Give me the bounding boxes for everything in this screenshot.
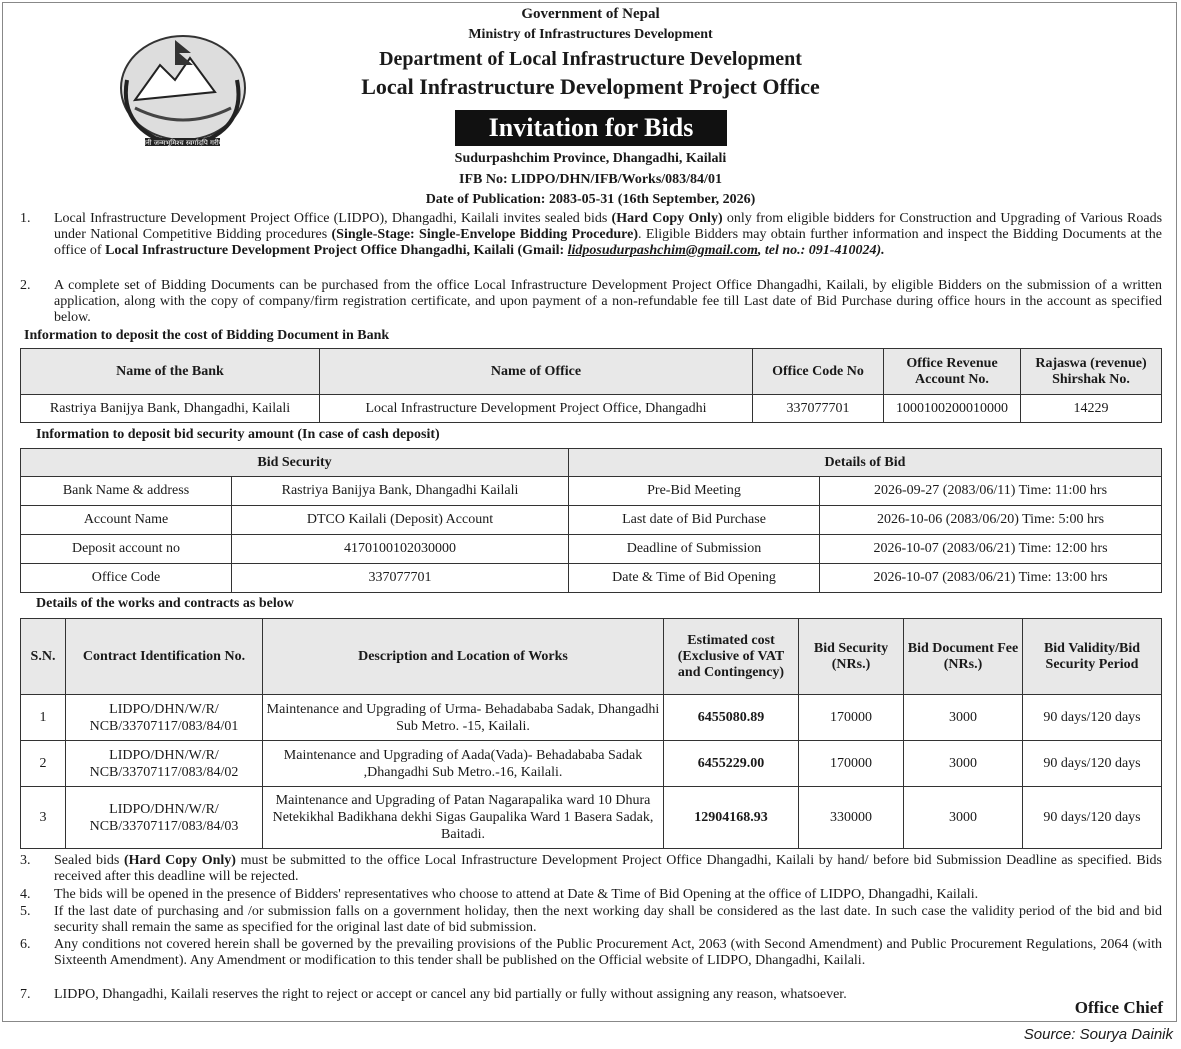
location-line: Sudurpashchim Province, Dhangadhi, Kailali xyxy=(454,151,727,166)
table-row: 2 LIDPO/DHN/W/R/ NCB/33707117/083/84/02 Maintenance and Upgrading of Aada(Vada)- Behadababa Sadak ,Dhangadhi Sub Metro.-16, Kailali. 6455229.00 170000 3000 90 days/120 days xyxy=(21,741,1162,787)
table-row: 3 LIDPO/DHN/W/R/ NCB/33707117/083/84/03 Maintenance and Upgrading of Patan Nagarapalika ward 10 Dhura Netekikhal Badikhana dekhi Sigas Gaupalika Ward 1 Basera Sadak, Baitadi. 12904168.93 330000 3000 90 days/120 days xyxy=(21,787,1162,849)
table-row: 1 LIDPO/DHN/W/R/ NCB/33707117/083/84/01 Maintenance and Upgrading of Urma- Behadababa Sadak, Dhangadhi Sub Metro. -15, Kailali. 6455080.89 170000 3000 90 days/120 days xyxy=(21,695,1162,741)
svg-text:जननी जन्मभूमिश्च स्वर्गादपि गर: जननी जन्मभूमिश्च स्वर्गादपि गरीयसी xyxy=(136,139,230,147)
bid-security-heading: Information to deposit bid security amount (In case of cash deposit) xyxy=(36,427,440,442)
clause-4: 4. The bids will be opened in the presence of Bidders' representatives who choose to attend at Date & Time of Bid Opening at the office of LIDPO, Dhangadhi, Kailali. xyxy=(20,887,979,902)
department-title: Department of Local Infrastructure Development xyxy=(379,48,802,70)
bid-security-table: Bid Security Details of Bid Bank Name & address Rastriya Banijya Bank, Dhangadhi Kailali Pre-Bid Meeting 2026-09-27 (2083/06/11) Time: 11:00 hrs Account Name DTCO Kailali (Deposit) Account Last date of Bid Purchase 2026-10-06 (2083/06/20) Time: 5:00 hrs Deposit account no 4170100102030000 Deadline of Submission 2026-10-07 (2083/06/21) Time: 12:00 hrs Office Code 337077701 Date & Time of Bid Opening 2026-10-07 (2083/06/21) Time: 13:00 hrs xyxy=(20,448,1162,593)
page-title: Invitation for Bids xyxy=(455,110,727,146)
clause-7: 7. LIDPO, Dhangadhi, Kailali reserves the right to reject or accept or cancel any bid partially or fully without assigning any reason, whatsoever. xyxy=(20,987,847,1002)
bank-doc-table: Name of the Bank Name of Office Office Code No Office Revenue Account No. Rajaswa (revenue) Shirshak No. Rastriya Banijya Bank, Dhangadhi, Kailali Local Infrastructure Development Project Office, Dhangadhi 337077701 1000100200010000 14229 xyxy=(20,348,1162,423)
ifb-number: IFB No: LIDPO/DHN/IFB/Works/083/84/01 xyxy=(459,172,722,187)
source-credit: Source: Sourya Dainik xyxy=(1023,1026,1173,1043)
office-title: Local Infrastructure Development Project Office xyxy=(361,74,820,99)
ministry-title: Ministry of Infrastructures Development xyxy=(468,27,713,42)
signatory: Office Chief xyxy=(1074,998,1163,1017)
clause-5: 5. If the last date of purchasing and /or submission falls on a government holiday, then the next working day shall be considered as the last date. In such case the validity period of the bid and bid security shall remain the same as specified for the original last date of bid submission. xyxy=(20,904,1162,935)
clause-1: 1. Local Infrastructure Development Project Office (LIDPO), Dhangadhi, Kailali invites sealed bids (Hard Copy Only) only from eligible bidders for Construction and Upgrading of Various Roads under National Competitive Bidding procedures (Single-Stage: Single-Envelope Bidding Procedure). Eligible Bidders may obtain further information and inspect the Bidding Documents at the office of Local Infrastructure Development Project Office Dhangadhi, Kailali (Gmail: lidposudurpashchim@gmail.com, tel no.: 091-410024). xyxy=(20,211,1163,258)
email-link[interactable]: lidposudurpashchim@gmail.com xyxy=(567,243,758,258)
clause-2: 2. A complete set of Bidding Documents can be purchased from the office Local Infrastructure Development Project Office Dhangadhi, Kailali, by eligible Bidders on the submission of a written application, along with the copy of company/firm registration certificate, and upon payment of a non-refundable fee till Last date of Bid Purchase during office hours in the account as specified below. xyxy=(20,278,1162,325)
publication-date: Date of Publication: 2083-05-31 (16th September, 2026) xyxy=(425,192,756,207)
bank-doc-heading: Information to deposit the cost of Bidding Document in Bank xyxy=(24,328,390,343)
works-table: S.N. Contract Identification No. Description and Location of Works Estimated cost (Exclusive of VAT and Contingency) Bid Security (NRs.) Bid Document Fee (NRs.) Bid Validity/Bid Security Period 1 LIDPO/DHN/W/R/ NCB/33707117/083/84/01 Maintenance and Upgrading of Urma- Behadababa Sadak, Dhangadhi Sub Metro. -15, Kailali. 6455080.89 170000 3000 90 days/120 days 2 LIDPO/DHN/W/R/ NCB/33707117/083/84/02 Maintenance and Upgrading of Aada(Vada)- Behadababa Sadak ,Dhangadhi Sub Metro.-16, Kailali. 6455229.00 170000 3000 90 days/120 days 3 LIDPO/DHN/W/R/ NCB/33707117/083/84/03 Maintenance and Upgrading of Patan Nagarapalika ward 10 Dhura Netekikhal Badikhana dekhi Sigas Gaupalika Ward 1 Basera Sadak, Baitadi. 12904168.93 330000 3000 90 days/120 days xyxy=(20,618,1162,849)
works-heading: Details of the works and contracts as below xyxy=(36,596,294,611)
clause-6: 6. Any conditions not covered herein shall be governed by the prevailing provisions of the Public Procurement Act, 2063 (with Second Amendment) and Public Procurement Regulations, 2064 (with Sixteenth Amendment). Any Amendment or modification to this tender shall be published on the Official website of LIDPO, Dhangadhi, Kailali. xyxy=(20,937,1162,968)
gov-title: Government of Nepal xyxy=(521,6,660,22)
clause-3: 3. Sealed bids (Hard Copy Only) must be submitted to the office Local Infrastructure Development Project Office Dhangadhi, Kailali by hand/ before bid Submission Deadline as specified. Bids received after this deadline will be rejected. xyxy=(20,853,1162,884)
